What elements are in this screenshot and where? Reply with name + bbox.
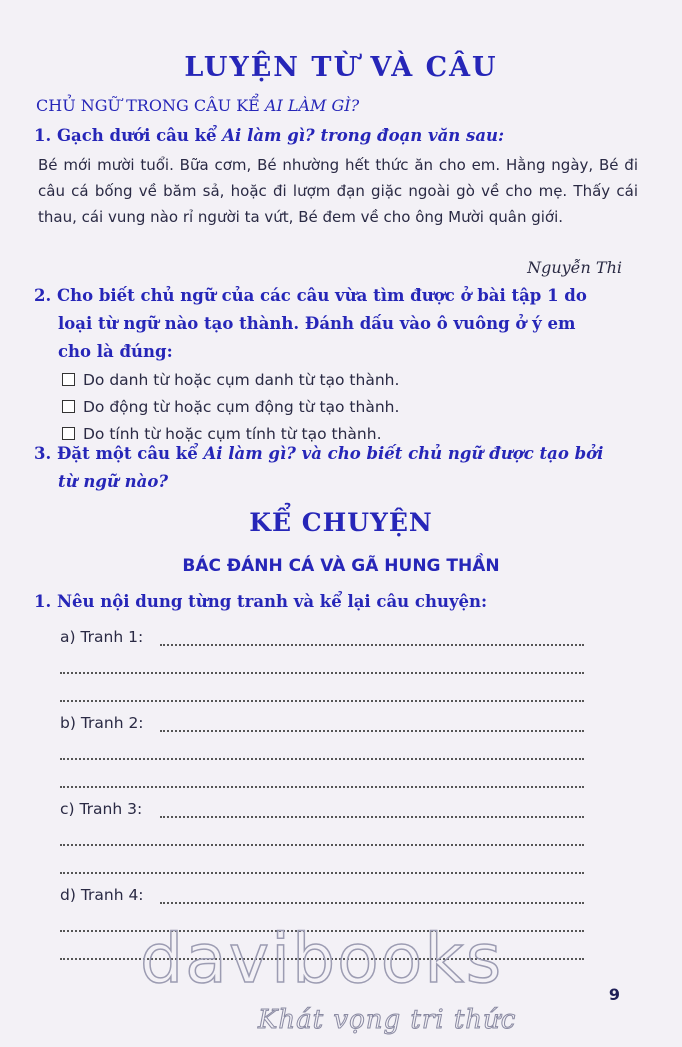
- exercise-3-line-2: từ ngữ nào?: [58, 472, 168, 491]
- picture-3-label: c) Tranh 3:: [60, 800, 143, 818]
- option-noun[interactable]: [62, 371, 399, 389]
- picture-2-label: b) Tranh 2:: [60, 714, 144, 732]
- exercise-3: [34, 440, 634, 496]
- answer-line[interactable]: [60, 872, 584, 874]
- option-noun-label: Do danh từ hoặc cụm danh từ tạo thành.: [83, 371, 400, 389]
- answer-line[interactable]: [60, 700, 584, 702]
- storytelling-exercise-1: 1. Nêu nội dung từng tranh và kể lại câu chuyện:: [34, 592, 488, 611]
- watermark-slogan: Khát vọng tri thức: [258, 1005, 517, 1035]
- exercise-3-italic: Ai làm gì? và cho biết chủ ngữ được tạo bởi: [203, 444, 604, 463]
- checkbox-option-verb[interactable]: [62, 400, 75, 413]
- subtitle-prefix: CHỦ NGỮ TRONG CÂU KỂ: [36, 96, 265, 115]
- option-verb-label: Do động từ hoặc cụm động từ tạo thành.: [83, 398, 400, 416]
- answer-line[interactable]: [160, 644, 584, 646]
- exercise-2-line-3: cho là đúng:: [58, 342, 173, 361]
- answer-line[interactable]: [160, 902, 584, 904]
- exercise-1-prefix: 1. Gạch dưới câu kể: [34, 126, 223, 145]
- exercise-2: [34, 282, 634, 366]
- exercise-2-line-2: loại từ ngữ nào tạo thành. Đánh dấu vào ô vuông ở ý em: [58, 314, 576, 333]
- exercise-2-line-1: 2. Cho biết chủ ngữ của các câu vừa tìm được ở bài tập 1 do: [34, 286, 587, 305]
- answer-line[interactable]: [60, 672, 584, 674]
- answer-line[interactable]: [60, 844, 584, 846]
- picture-4-label: d) Tranh 4:: [60, 886, 144, 904]
- watermark-brand: davibooks: [140, 920, 504, 999]
- subtitle-italic: AI LÀM GÌ?: [264, 96, 360, 115]
- option-verb[interactable]: [62, 398, 399, 416]
- answer-line[interactable]: [60, 786, 584, 788]
- story-title: BÁC ĐÁNH CÁ VÀ GÃ HUNG THẦN: [182, 556, 500, 576]
- answer-line[interactable]: [160, 730, 584, 732]
- section-title-ke-chuyen: KỂ CHUYỆN: [249, 508, 433, 537]
- exercise-1: [34, 122, 634, 150]
- answer-line[interactable]: [160, 816, 584, 818]
- checkbox-option-adjective[interactable]: [62, 427, 75, 440]
- author-name: Nguyễn Thi: [527, 258, 622, 277]
- section-title-luyen-tu-va-cau: LUYỆN TỪ VÀ CÂU: [184, 52, 498, 83]
- page-number: 9: [608, 985, 620, 1004]
- reading-paragraph: Bé mới mười tuổi. Bữa cơm, Bé nhường hết thức ăn cho em. Hằng ngày, Bé đi câu cá bống về băm sả, hoặc đi lượm đạn giặc ngoài gò về cho mẹ. Thấy cái thau, cái vung nào rỉ người ta vứt, Bé đem về cho ông Mười quân giới.: [38, 156, 638, 226]
- picture-1-label: a) Tranh 1:: [60, 628, 144, 646]
- checkbox-option-noun[interactable]: [62, 373, 75, 386]
- exercise-1-italic: Ai làm gì? trong đoạn văn sau:: [222, 126, 505, 145]
- answer-line[interactable]: [60, 758, 584, 760]
- option-adjective-label: Do tính từ hoặc cụm tính từ tạo thành.: [83, 425, 382, 443]
- exercise-3-prefix: 3. Đặt một câu kể: [34, 444, 204, 463]
- section-subtitle: [36, 96, 359, 115]
